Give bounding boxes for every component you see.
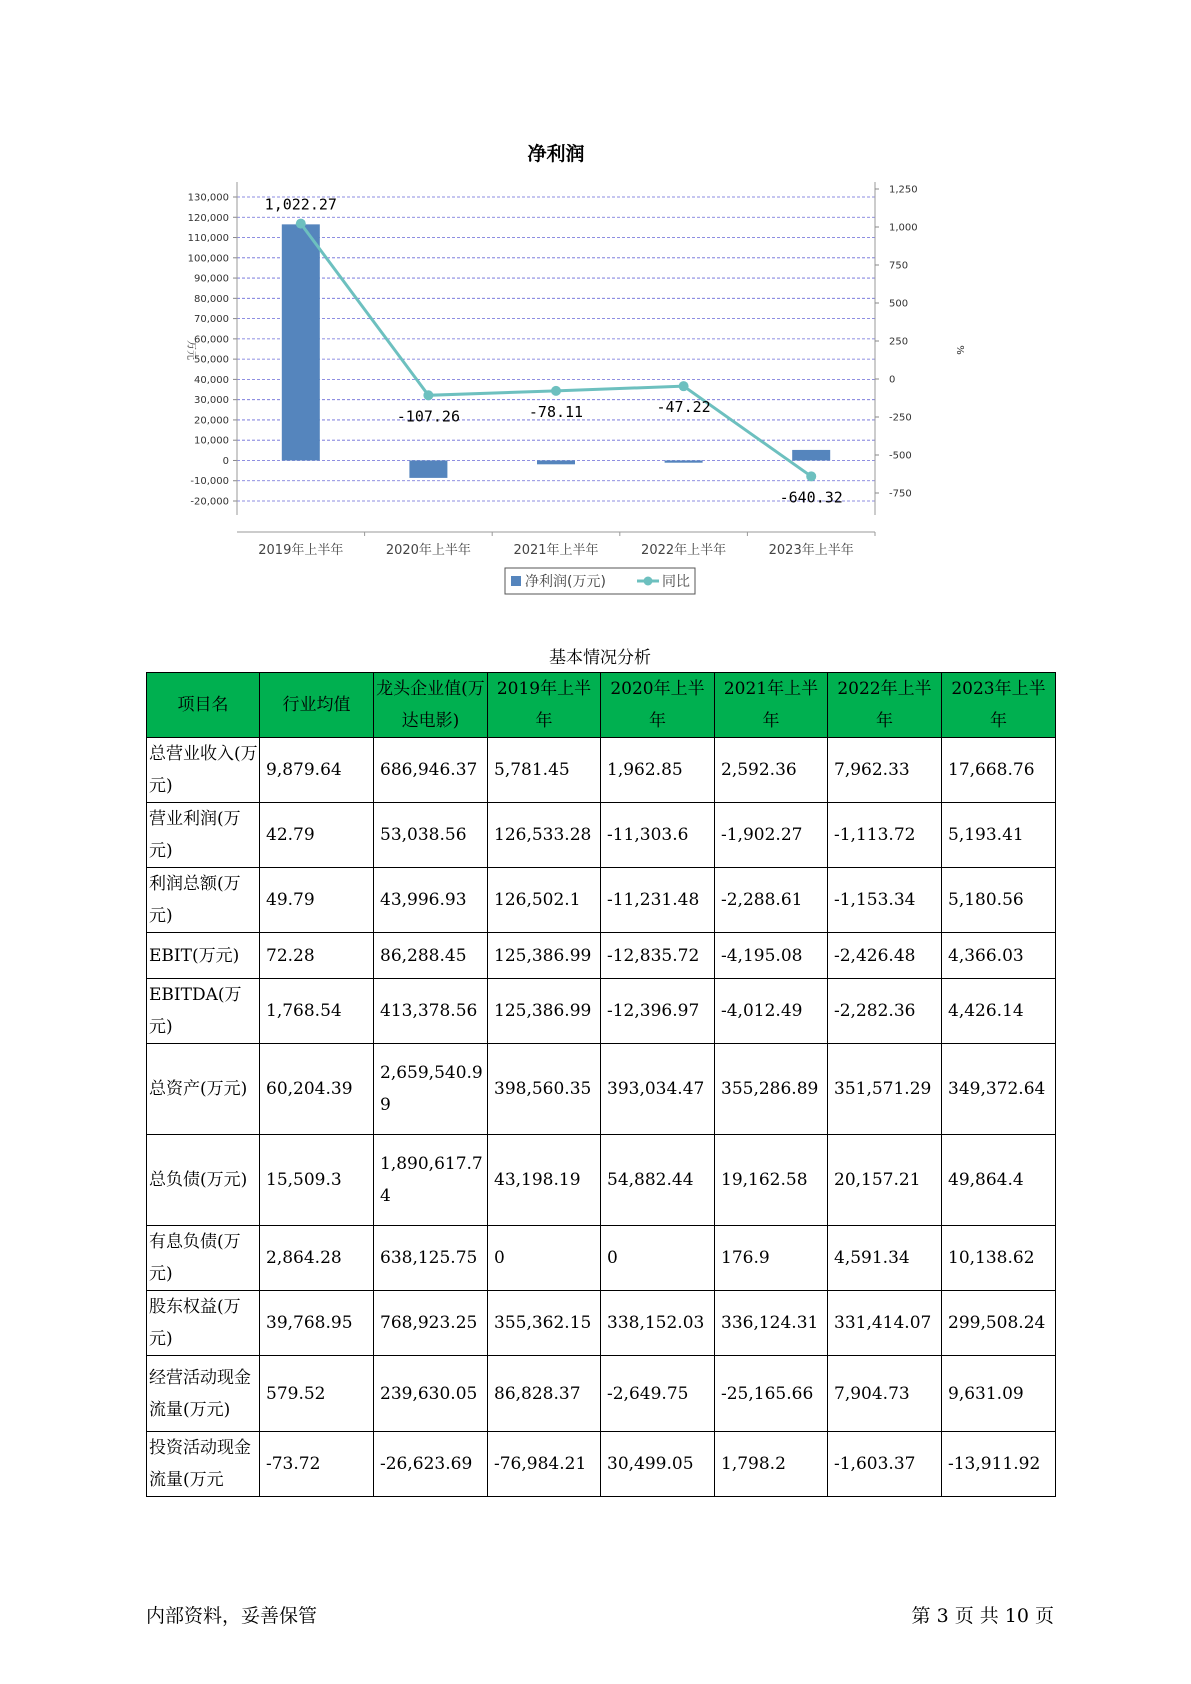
table-cell: 10,138.62 [942,1226,1056,1291]
chart-title: 净利润 [527,143,585,165]
table-row [147,933,1056,979]
table-cell: 4,426.14 [942,979,1056,1044]
bar-5 [792,450,830,461]
y2-tick-label: 750 [889,260,909,272]
table-cell: 19,162.58 [715,1135,828,1226]
row-label-cell: 总营业收入(万元) [147,738,260,803]
column-header: 行业均值 [260,673,374,738]
table-cell: -1,113.72 [828,803,942,868]
table-cell: 17,668.76 [942,738,1056,803]
table-cell: 239,630.05 [374,1356,488,1432]
column-header: 2019年上半年 [488,673,601,738]
table-cell: 126,502.1 [488,868,601,933]
y-tick-label: 20,000 [194,415,229,427]
table-body [147,738,1056,1497]
table-cell: 2,864.28 [260,1226,374,1291]
footer-page-number: 第 3 页 共 10 页 [911,1605,1054,1627]
column-header: 项目名 [147,673,260,738]
row-label-cell: 总负债(万元) [147,1135,260,1226]
table-cell: 299,508.24 [942,1291,1056,1356]
y2-tick-label: 500 [889,298,909,310]
table-cell: 43,996.93 [374,868,488,933]
table-row [147,979,1056,1044]
x-tick-label: 2019年上半年 [258,543,344,558]
table-cell: 86,288.45 [374,933,488,979]
table-cell: 7,962.33 [828,738,942,803]
chart-svg [170,130,1050,600]
table-cell: 30,499.05 [601,1432,715,1497]
legend-bar-label: 净利润(万元) [525,574,606,590]
table-row [147,1226,1056,1291]
table-cell: -26,623.69 [374,1432,488,1497]
table-cell: 351,571.29 [828,1044,942,1135]
yoy-point-4 [679,381,689,391]
table-cell: -25,165.66 [715,1356,828,1432]
bar-1 [282,224,320,460]
table-header-row [147,673,1056,738]
x-tick-label: 2021年上半年 [513,543,599,558]
bar-4 [665,460,703,462]
y2-tick-label: -500 [889,450,912,462]
column-header: 2022年上半年 [828,673,942,738]
row-label-cell: 利润总额(万元) [147,868,260,933]
y-tick-label: 50,000 [194,354,229,366]
y2-tick-label: -250 [889,412,912,424]
y-tick-label: -10,000 [190,476,229,488]
table-cell: -13,911.92 [942,1432,1056,1497]
column-header: 2023年上半年 [942,673,1056,738]
table-cell: -12,396.97 [601,979,715,1044]
table-cell: 39,768.95 [260,1291,374,1356]
legend-bar-swatch [511,576,521,586]
yoy-line [301,224,811,477]
row-label-cell: 投资活动现金流量(万元 [147,1432,260,1497]
table-cell: 72.28 [260,933,374,979]
table-cell: 638,125.75 [374,1226,488,1291]
y2-tick-label: 1,250 [889,184,918,196]
y-tick-label: 40,000 [194,374,229,386]
table-cell: -76,984.21 [488,1432,601,1497]
table-cell: 49,864.4 [942,1135,1056,1226]
table-row [147,1291,1056,1356]
table-row [147,803,1056,868]
table-cell: 5,180.56 [942,868,1056,933]
table-cell: 579.52 [260,1356,374,1432]
table-cell: 60,204.39 [260,1044,374,1135]
table-cell: 768,923.25 [374,1291,488,1356]
table-cell: -1,603.37 [828,1432,942,1497]
table-cell: 9,631.09 [942,1356,1056,1432]
table-cell: 686,946.37 [374,738,488,803]
row-label-cell: 经营活动现金流量(万元) [147,1356,260,1432]
table-cell: -4,195.08 [715,933,828,979]
table-cell: 1,798.2 [715,1432,828,1497]
table-cell: -2,282.36 [828,979,942,1044]
legend-line-marker [644,577,653,586]
table-cell: 338,152.03 [601,1291,715,1356]
y2-tick-label: 0 [889,374,896,386]
table-cell: 4,591.34 [828,1226,942,1291]
table-cell: -2,426.48 [828,933,942,979]
row-label-cell: EBITDA(万元) [147,979,260,1044]
data-label-4: -47.22 [656,398,711,417]
table-cell: 125,386.99 [488,933,601,979]
yoy-point-1 [296,219,306,229]
yoy-point-3 [551,386,561,396]
table-cell: 349,372.64 [942,1044,1056,1135]
y2-tick-label: 1,000 [889,222,918,234]
analysis-table [146,672,1056,1497]
column-header: 龙头企业值(万达电影) [374,673,488,738]
x-tick-label: 2020年上半年 [385,543,471,558]
table-cell: -12,835.72 [601,933,715,979]
row-label-cell: 总资产(万元) [147,1044,260,1135]
table-cell: 126,533.28 [488,803,601,868]
table-row [147,738,1056,803]
column-header: 2021年上半年 [715,673,828,738]
y-tick-label: 0 [222,455,229,467]
row-label-cell: 股东权益(万元) [147,1291,260,1356]
y-tick-label: 90,000 [194,273,229,285]
y-tick-label: -20,000 [190,496,229,508]
table-cell: -1,902.27 [715,803,828,868]
table-cell: 398,560.35 [488,1044,601,1135]
legend-line-label: 同比 [662,574,690,590]
table-cell: -1,153.34 [828,868,942,933]
table-row [147,1356,1056,1432]
y-tick-label: 120,000 [187,212,229,224]
table-caption: 基本情况分析 [549,648,651,668]
row-label-cell: 营业利润(万元) [147,803,260,868]
table-cell: 1,962.85 [601,738,715,803]
table-cell: 4,366.03 [942,933,1056,979]
y-tick-label: 80,000 [194,293,229,305]
table-cell: 393,034.47 [601,1044,715,1135]
row-label-cell: EBIT(万元) [147,933,260,979]
table-cell: -11,231.48 [601,868,715,933]
data-label-3: -78.11 [528,402,584,421]
y-tick-label: 130,000 [187,192,229,204]
table-cell: -4,012.49 [715,979,828,1044]
table-cell: -2,649.75 [601,1356,715,1432]
table-cell: 49.79 [260,868,374,933]
table-row [147,1432,1056,1497]
y2-tick-label: 250 [889,336,909,348]
y-tick-label: 110,000 [187,233,229,245]
y-tick-label: 10,000 [194,435,229,447]
column-header: 2020年上半年 [601,673,715,738]
yoy-point-2 [423,390,433,400]
table-cell: 331,414.07 [828,1291,942,1356]
table-cell: 15,509.3 [260,1135,374,1226]
row-label-cell: 有息负债(万元) [147,1226,260,1291]
table-cell: 43,198.19 [488,1135,601,1226]
yoy-point-5 [806,471,816,481]
y2-axis-label: % [954,345,965,355]
y-axis-label: 万元 [185,340,196,360]
table-cell: 5,781.45 [488,738,601,803]
table-cell: 2,592.36 [715,738,828,803]
x-tick-label: 2023年上半年 [768,543,854,558]
table-cell: 355,362.15 [488,1291,601,1356]
bar-3 [537,460,575,464]
table-row [147,1135,1056,1226]
table-cell: 7,904.73 [828,1356,942,1432]
y2-tick-label: -750 [889,488,912,500]
table-cell: 336,124.31 [715,1291,828,1356]
table-cell: 0 [601,1226,715,1291]
table-cell: 5,193.41 [942,803,1056,868]
table-cell: 42.79 [260,803,374,868]
bar-2 [409,460,447,477]
y-tick-label: 100,000 [187,253,229,265]
table-cell: 86,828.37 [488,1356,601,1432]
table-cell: 1,768.54 [260,979,374,1044]
table-cell: 125,386.99 [488,979,601,1044]
table-cell: 54,882.44 [601,1135,715,1226]
y-tick-label: 30,000 [194,395,229,407]
y-tick-label: 60,000 [194,334,229,346]
table-row [147,1044,1056,1135]
y-tick-label: 70,000 [194,314,229,326]
footer-confidential: 内部资料，妥善保管 [146,1605,318,1627]
net-profit-chart [170,130,1050,600]
data-label-1: 1,022.27 [264,195,337,214]
table-cell: 53,038.56 [374,803,488,868]
table-cell: -11,303.6 [601,803,715,868]
table-cell: 9,879.64 [260,738,374,803]
table-row [147,868,1056,933]
table-cell: 1,890,617.74 [374,1135,488,1226]
table-cell: 176.9 [715,1226,828,1291]
table-cell: 2,659,540.99 [374,1044,488,1135]
table-cell: 20,157.21 [828,1135,942,1226]
table-cell: 355,286.89 [715,1044,828,1135]
table-cell: -73.72 [260,1432,374,1497]
x-tick-label: 2022年上半年 [641,543,727,558]
data-label-5: -640.32 [779,488,843,507]
table-cell: 413,378.56 [374,979,488,1044]
table-cell: -2,288.61 [715,868,828,933]
table-cell: 0 [488,1226,601,1291]
data-label-2: -107.26 [396,407,461,426]
